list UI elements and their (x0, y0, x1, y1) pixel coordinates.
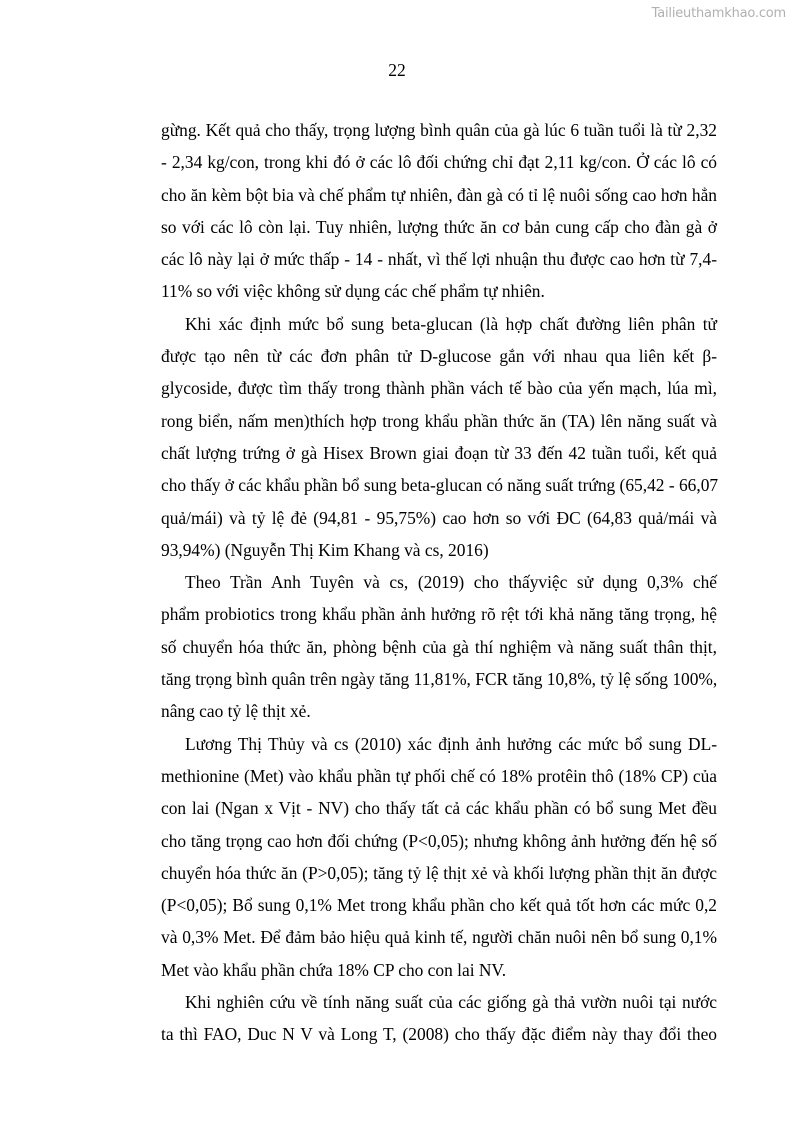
paragraph-5 (161, 986, 717, 1051)
text-line: 93,94%) (Nguyễn Thị Kim Khang và cs, 2016) (161, 539, 489, 560)
page-number: 22 (388, 60, 406, 80)
paragraph-1 (161, 114, 717, 308)
text-line: chất lượng trứng ở gà Hisex Brown giai đoạn từ 33 đến 42 tuần tuổi, kết quả (161, 442, 717, 463)
text-line: 11% so với việc không sử dụng các chế phẩm tự nhiên. (161, 281, 545, 302)
paragraph-3 (161, 566, 717, 727)
text-line: so với các lô còn lại. Tuy nhiên, lượng thức ăn cơ bản cung cấp cho đàn gà ở (161, 216, 717, 237)
paragraph-2 (161, 308, 717, 566)
text-line: nâng cao tỷ lệ thịt xẻ. (161, 701, 311, 722)
text-line: Lương Thị Thủy và cs (2010) xác định ảnh hưởng các mức bổ sung DL- (185, 733, 717, 754)
text-line: các lô này lại ở mức thấp - 14 - nhất, vì thế lợi nhuận thu được cao hơn từ 7,4- (161, 249, 717, 270)
text-line: rong biển, nấm men)thích hợp trong khẩu phần thức ăn (TA) lên năng suất và (161, 410, 717, 431)
watermark: Tailieuthamkhao.com (651, 6, 786, 21)
text-line: cho thấy ở các khẩu phần bổ sung beta-glucan có năng suất trứng (65,42 - 66,07 (161, 475, 719, 496)
text-line: quả/mái) và tỷ lệ đẻ (94,81 - 95,75%) cao hơn so với ĐC (64,83 quả/mái và (161, 507, 717, 528)
text-line: ta thì FAO, Duc N V và Long T, (2008) cho thấy đặc điểm này thay đổi theo (161, 1024, 717, 1045)
text-line: phẩm probiotics trong khẩu phần ảnh hưởng rõ rệt tới khả năng tăng trọng, hệ (161, 604, 717, 625)
text-line: Met vào khẩu phần chứa 18% CP cho con lai NV. (161, 959, 507, 980)
text-line: tăng trọng bình quân trên ngày tăng 11,81%, FCR tăng 10,8%, tỷ lệ sống 100%, (161, 669, 718, 690)
document-body (161, 114, 717, 1051)
text-line: được tạo nên từ các đơn phân tử D-glucose gắn với nhau qua liên kết β- (161, 346, 717, 367)
text-line: methionine (Met) vào khẩu phần tự phối chế có 18% protêin thô (18% CP) của (161, 765, 717, 786)
text-line: (P<0,05); Bổ sung 0,1% Met trong khẩu phần cho kết quả tốt hơn các mức 0,2 (161, 895, 717, 916)
text-line: chuyển hóa thức ăn (P>0,05); tăng tỷ lệ thịt xẻ và khối lượng phần thịt ăn được (161, 862, 717, 883)
paragraph-4 (161, 728, 717, 986)
text-line: gừng. Kết quả cho thấy, trọng lượng bình quân của gà lúc 6 tuần tuổi là từ 2,32 (161, 120, 717, 140)
text-line: cho ăn kèm bột bia và chế phẩm tự nhiên, đàn gà có tỉ lệ nuôi sống cao hơn hẳn (161, 184, 717, 205)
text-line: và 0,3% Met. Để đảm bảo hiệu quả kinh tế, người chăn nuôi nên bổ sung 0,1% (161, 927, 717, 948)
text-line: Khi nghiên cứu về tính năng suất của các giống gà thả vườn nuôi tại nước (185, 992, 717, 1013)
text-line: - 2,34 kg/con, trong khi đó ở các lô đối chứng chỉ đạt 2,11 kg/con. Ở các lô có (161, 152, 717, 173)
text-line: glycoside, được tìm thấy trong thành phần vách tế bào của yến mạch, lúa mì, (161, 378, 717, 399)
text-line: số chuyển hóa thức ăn, phòng bệnh của gà thí nghiệm và năng suất thân thịt, (161, 636, 717, 657)
text-line: cho tăng trọng cao hơn đối chứng (P<0,05); nhưng không ảnh hưởng đến hệ số (161, 830, 717, 851)
text-line: con lai (Ngan x Vịt - NV) cho thấy tất cả các khẩu phần có bổ sung Met đều (161, 798, 717, 819)
text-line: Khi xác định mức bổ sung beta-glucan (là hợp chất đường liên phân tử (185, 313, 717, 334)
text-line: Theo Trần Anh Tuyên và cs, (2019) cho thấyviệc sử dụng 0,3% chế (185, 572, 717, 593)
